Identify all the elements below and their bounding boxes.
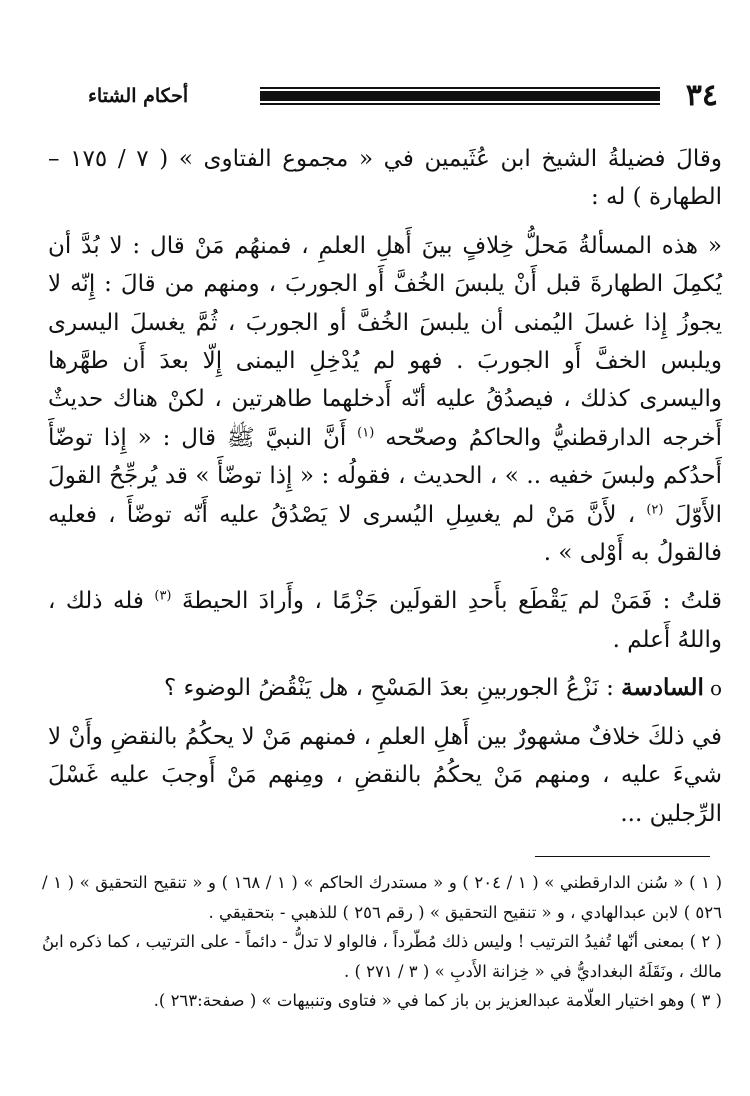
footnote-ref: (١) [357,425,375,441]
section-title: : نَزْعُ الجوربينِ بعدَ المَسْحِ ، هل يَنْقُضُ الوضوء ؟ [163,675,622,702]
footnote-ref: (٢) [646,502,664,517]
footnote-3: ( ٣ ) وهو اختيار العلّامة عبدالعزيز بن باز كما في « فتاوى وتنبيهات » ( صفحة:٢٦٣ ). [153,991,722,1010]
footnote-2: ( ٢ ) بمعنى أنّها تُفيدُ الترتيب ! وليس ذلك مُطّرداً ، فالواو لا تدلُّ - دائماً - على الترتيب ، كما ذكره ابنُ مالك ، ونَقَلَهُ البغداديُّ في « خِزانة الأَدبِ » ( ٣ / ٢٧١ ) . [42,932,722,981]
footnote-1: ( ١ ) « سُنن الدارقطني » ( ١ / ٢٠٤ ) و « مستدرك الحاكم » ( ١ / ١٦٨ ) و « تنقيح التحقيق » ( ١ / ٥٢٦ ) لابن عبدالهادي ، و « تنقيح التحقيق » ( رقم ٢٥٦ ) للذهبي - بتحقيقي . [42,873,723,922]
page-header [88,78,718,114]
section-heading [48,669,722,707]
page-number: ٣٤ [685,78,718,113]
author-comment-paragraph: قلتُ : فَمَنْ لم يَقْطَع بأَحدِ القولَين جَزْمًا ، وأَرادَ الحيطةَ $^{(٣)}$ فله ذلك ، واللهُ أَعلم . [48,588,722,653]
section-paragraph: في ذلكَ خلافٌ مشهورٌ بين أَهلِ العلمِ ، فمنهم مَنْ لا يحكُمُ بالنقضِ وأَنْ لا شيءَ عليه ، ومنهم مَنْ يحكُمُ بالنقضِ ، ومِنهم مَنْ أَوجبَ عليه غَسْلَ الرِّجلين ... [48,723,722,827]
main-text [48,140,722,833]
section-label: السادسة [621,674,704,702]
running-title: أحكام الشتاء [88,85,189,107]
footnote-divider [535,856,710,857]
footnotes [42,868,722,1016]
quote-intro-paragraph: وقالَ فضيلةُ الشيخ ابن عُثَيمين في « مجموع الفتاوى » ( ٧ / ١٧٥ – الطهارة ) له : [48,146,723,211]
header-rule [260,87,660,107]
quote-paragraph: « هذه المسألةُ مَحلُّ خِلافٍ بينَ أَهلِ العلمِ ، فمنهُم مَنْ قال : لا بُدَّ أن يُكمِلَ الطهارةَ قبل أَنْ يلبسَ الخُفَّ أَو الجوربَ ، ومنهم من قالَ : إِنّه لا يجوزُ إِذا غسلَ اليُمنى أن يلبسَ الخُفَّ أو الجوربَ ، ثُمَّ يغسلَ اليسرى ويلبس الخفَّ أَو الجوربَ . فهو لم يُدْخِلِ اليمنى إِلّا بعدَ أَن طهَّرها واليسرى كذلك ، فيصدُقُ عليه أنّه أَدخلهما طاهرتين ، لكنْ هناك حديثٌ أَخرجه الدارقطنيُّ والحاكمُ وصحّحه $^{(١)}$ أَنَّ النبيَّ ﷺ قال : « إِذا توضّأَ أَحدُكم ولبسَ خفيه .. » ، الحديث ، فقولُه : « إِذا توضّأَ » قد يُرجِّحُ القولَ الأَوّلَ $^{(٢)}$ ، لأَنَّ مَنْ لم يغسِلِ اليُسرى لا يَصْدُقُ عليه أَنّه توضّأَ ، فعليه فالقولُ به أَوْلى » . [48,232,723,567]
footnote-ref: (٣) [154,588,172,604]
circle-bullet-icon: o [709,676,722,701]
